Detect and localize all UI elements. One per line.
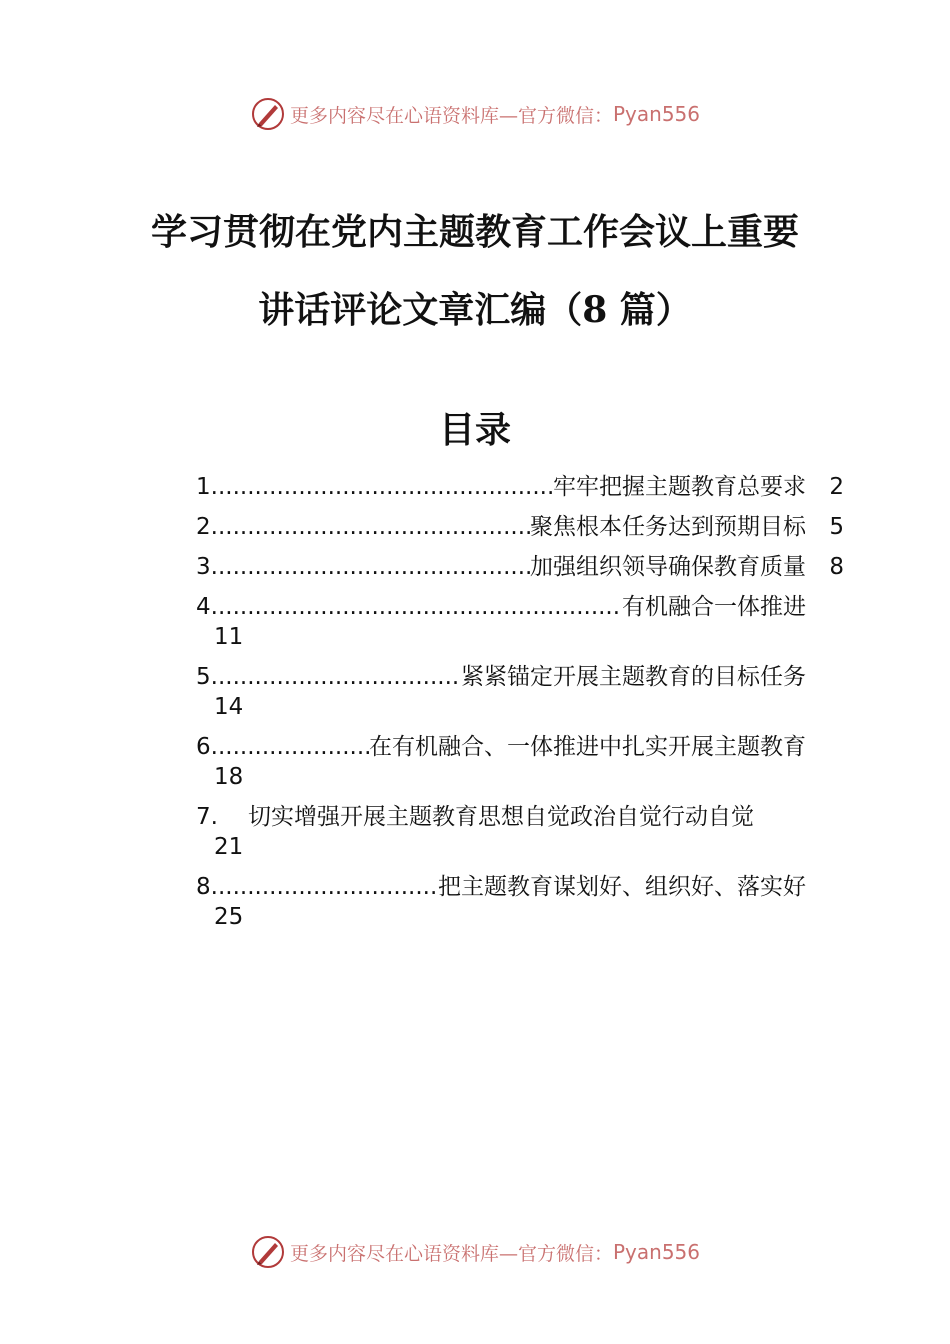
pen-logo-icon [250,1234,286,1270]
toc-item-title: 牢牢把握主题教育总要求 [553,474,806,500]
toc-item-page: 25 [214,904,244,930]
leader-dots [211,592,622,622]
document-title-line2: 讲话评论文章汇编（8 篇） [258,289,692,331]
wechat-id: Pyan556 [613,1240,701,1264]
toc-item-number: 5 [196,664,211,690]
toc-item-title: 在有机融合、一体推进中扎实开展主题教育 [369,734,806,760]
toc-item-title: 聚焦根本任务达到预期目标 [530,514,806,540]
toc-heading: 目录 [438,409,511,451]
toc-item-page: 18 [214,764,244,790]
header-banner [0,94,950,134]
pen-logo-icon [250,96,286,132]
toc-item-title: 紧紧锚定开展主题教育的目标任务 [461,664,806,690]
toc-item-title: 加强组织领导确保教育质量 [530,554,806,580]
toc-item-number: 3 [196,554,211,580]
toc-item-number: 7. [196,804,218,830]
toc-item-page: 11 [214,624,244,650]
toc-item-title: 切实增强开展主题教育思想自觉政治自觉行动自觉 [247,804,754,830]
toc-item-number: 6 [196,734,211,760]
toc-item-7[interactable] [196,802,844,862]
toc-item-page: 2 [829,474,844,500]
toc-item-page: 14 [214,694,244,720]
table-of-contents [196,472,844,942]
leader-dots [211,552,530,582]
footer-banner [0,1232,950,1272]
leader-dots [211,872,438,902]
toc-item-1[interactable] [196,472,844,502]
document-title-line1: 学习贯彻在党内主题教育工作会议上重要 [150,211,799,253]
leader-dots [211,472,553,502]
toc-item-5[interactable] [196,662,844,722]
leader-dots [211,732,369,762]
leader-dots [211,512,530,542]
toc-item-3[interactable] [196,552,844,582]
banner-text: 更多内容尽在心语资料库—官方微信： [289,1242,613,1265]
toc-item-8[interactable] [196,872,844,932]
toc-item-2[interactable] [196,512,844,542]
toc-item-number: 1 [196,474,211,500]
wechat-id: Pyan556 [613,102,701,126]
toc-item-4[interactable] [196,592,844,652]
toc-item-number: 8 [196,874,211,900]
leader-dots [211,662,461,692]
banner-text: 更多内容尽在心语资料库—官方微信： [289,104,613,127]
toc-item-page: 5 [829,514,844,540]
toc-item-title: 有机融合一体推进 [622,594,806,620]
toc-item-page: 21 [214,834,244,860]
toc-item-6[interactable] [196,732,844,792]
toc-item-number: 2 [196,514,211,540]
toc-item-number: 4 [196,594,211,620]
toc-item-title: 把主题教育谋划好、组织好、落实好 [438,874,806,900]
toc-item-page: 8 [829,554,844,580]
